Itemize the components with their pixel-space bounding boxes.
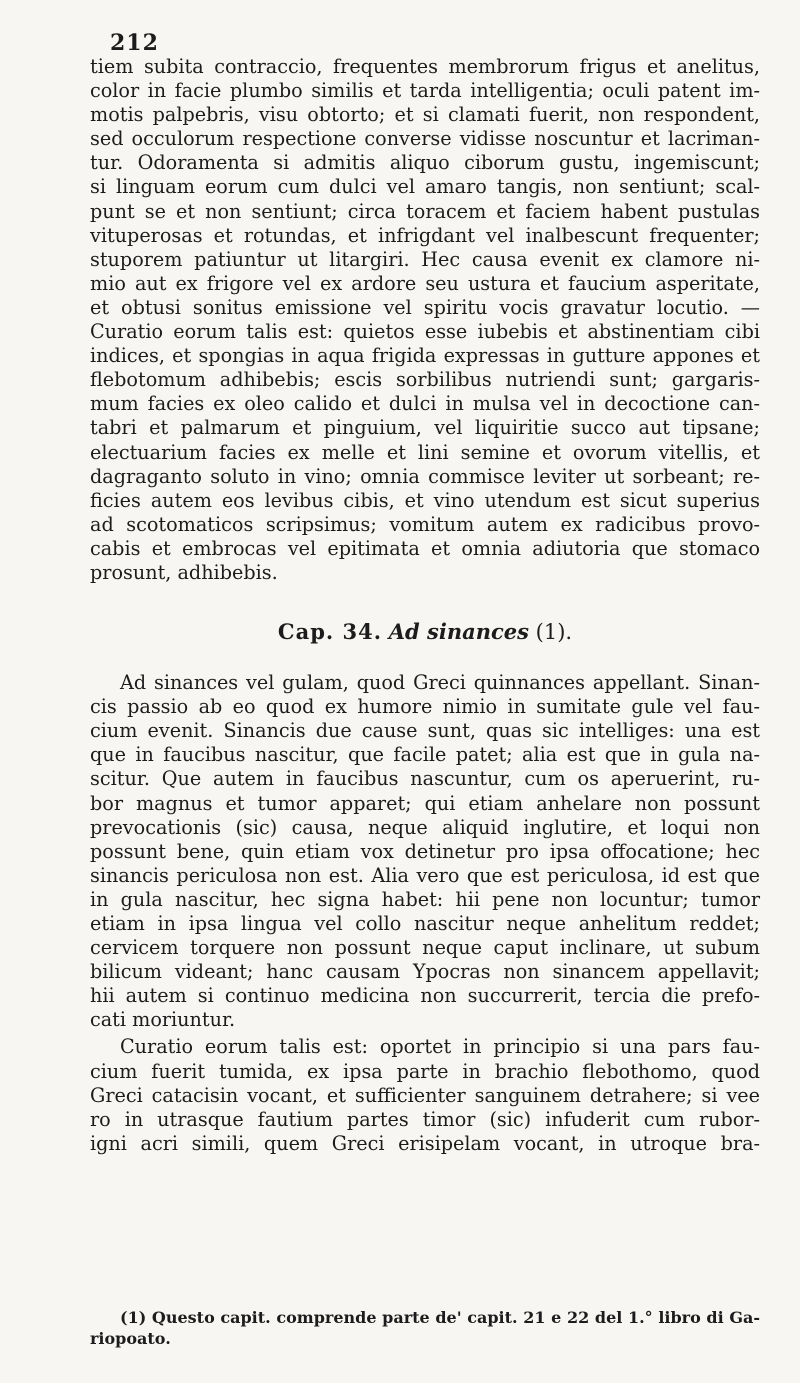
text-line: Greci catacisin vocant, et sufficienter sanguinem detrahere; si vee <box>90 1083 760 1107</box>
text-line: dagraganto soluto in vino; omnia commisce leviter ut sorbeant; re- <box>90 464 760 488</box>
chapter-heading <box>90 619 760 644</box>
text-line: Curatio eorum talis est: quietos esse iubebis et abstinentiam cibi <box>90 320 760 344</box>
text-line: sinancis periculosa non est. Alia vero que est periculosa, id est que <box>90 863 760 887</box>
text-line: (1) Questo capit. comprende parte de' capit. 21 e 22 del 1.° libro di Ga- <box>120 1308 760 1327</box>
text-line: indices, et spongias in aqua frigida expressas in gutture appones et <box>90 344 760 368</box>
footnote-reference: (1). <box>535 620 573 645</box>
text-line: vituperosas et rotundas, et infrigdant vel inalbescunt frequenter; <box>90 223 760 247</box>
text-line: cervicem torquere non possunt neque caput inclinare, ut subum <box>90 936 760 960</box>
text-line: flebotomum adhibebis; escis sorbilibus nutriendi sunt; gargaris- <box>90 368 760 392</box>
text-line: cati moriuntur. <box>90 1008 236 1032</box>
text-line: motis palpebris, visu obtorto; et si clamati fuerit, non respondent, <box>90 103 760 127</box>
text-line: cis passio ab eo quod ex humore nimio in sumitate gule vel fau- <box>90 695 760 719</box>
text-line: mum facies ex oleo calido et dulci in mulsa vel in decoctione can- <box>90 392 760 416</box>
text-line: etiam in ipsa lingua vel collo nascitur neque anhelitum reddet; <box>90 912 760 935</box>
text-line: ficies autem eos levibus cibis, et vino utendum est sicut superius <box>90 488 760 512</box>
text-line: tur. Odoramenta si admitis aliquo ciborum gustu, ingemiscunt; <box>90 151 760 175</box>
text-line: ad scotomaticos scripsimus; vomitum autem ex radicibus provo- <box>90 512 760 536</box>
page-number: 212 <box>110 30 159 56</box>
text-line: cabis et embrocas vel epitimata et omnia adiutoria que stomaco <box>90 536 760 560</box>
text-line: hii autem si continuo medicina non succurrerit, tercia die prefo- <box>90 984 760 1008</box>
text-line: color in facie plumbo similis et tarda intelligentia; oculi patent im- <box>90 79 760 103</box>
paragraph-sinances <box>90 671 760 1032</box>
text-line: Ad sinances vel gulam, quod Greci quinnances appellant. Sinan- <box>120 671 760 695</box>
text-line: cium fuerit tumida, ex ipsa parte in brachio flebothomo, quod <box>90 1059 760 1083</box>
text-line: igni acri simili, quem Greci erisipelam vocant, in utroque bra- <box>90 1131 760 1155</box>
text-line: cium evenit. Sinancis due cause sunt, quas sic intelliges: una est <box>90 719 760 743</box>
text-line: in gula nascitur, hec signa habet: hii pene non locuntur; tumor <box>90 887 760 911</box>
text-line: et obtusi sonitus emissione vel spiritu vocis gravatur locutio. — <box>90 295 760 319</box>
chapter-title: Ad sinances <box>388 619 529 645</box>
text-line: si linguam eorum cum dulci vel amaro tangis, non sentiunt; scal- <box>90 175 760 199</box>
footnote <box>90 1307 760 1349</box>
text-line: tabri et palmarum et pinguium, vel liquiritie succo aut tipsane; <box>90 416 760 440</box>
text-line: Curatio eorum talis est: oportet in principio si una pars fau- <box>120 1035 760 1059</box>
chapter-number: Cap. 34. <box>277 619 383 645</box>
paragraph-curatio <box>90 1035 760 1155</box>
text-line: bilicum videant; hanc causam Ypocras non sinancem appellavit; <box>90 960 760 984</box>
text-line: sed occulorum respectione converse vidisse noscuntur et lacriman- <box>90 127 760 151</box>
text-line: punt se et non sentiunt; circa toracem et faciem habent pustulas <box>90 199 760 223</box>
text-line: bor magnus et tumor apparet; qui etiam anhelare non possunt <box>90 791 760 815</box>
paragraph-symptoms <box>90 55 760 585</box>
text-line: ro in utrasque fautium partes timor (sic) infuderit cum rubor- <box>90 1107 760 1131</box>
text-line: stuporem patiuntur ut litargiri. Hec causa evenit ex clamore ni- <box>90 247 760 271</box>
text-line: prevocationis (sic) causa, neque aliquid inglutire, et loqui non <box>90 815 760 839</box>
text-line: riopoato. <box>90 1329 171 1348</box>
text-line: electuarium facies ex melle et lini semine et ovorum vitellis, et <box>90 440 760 464</box>
text-line: mio aut ex frigore vel ex ardore seu ustura et faucium asperitate, <box>90 271 760 295</box>
text-line: tiem subita contraccio, frequentes membrorum frigus et anelitus, <box>90 55 760 78</box>
text-line: possunt bene, quin etiam vox detinetur pro ipsa offocatione; hec <box>90 839 760 863</box>
text-line: que in faucibus nascitur, que facile patet; alia est que in gula na- <box>90 743 760 767</box>
text-line: scitur. Que autem in faucibus nascuntur, cum os aperuerint, ru- <box>90 767 760 791</box>
text-line: prosunt, adhibebis. <box>90 560 278 584</box>
